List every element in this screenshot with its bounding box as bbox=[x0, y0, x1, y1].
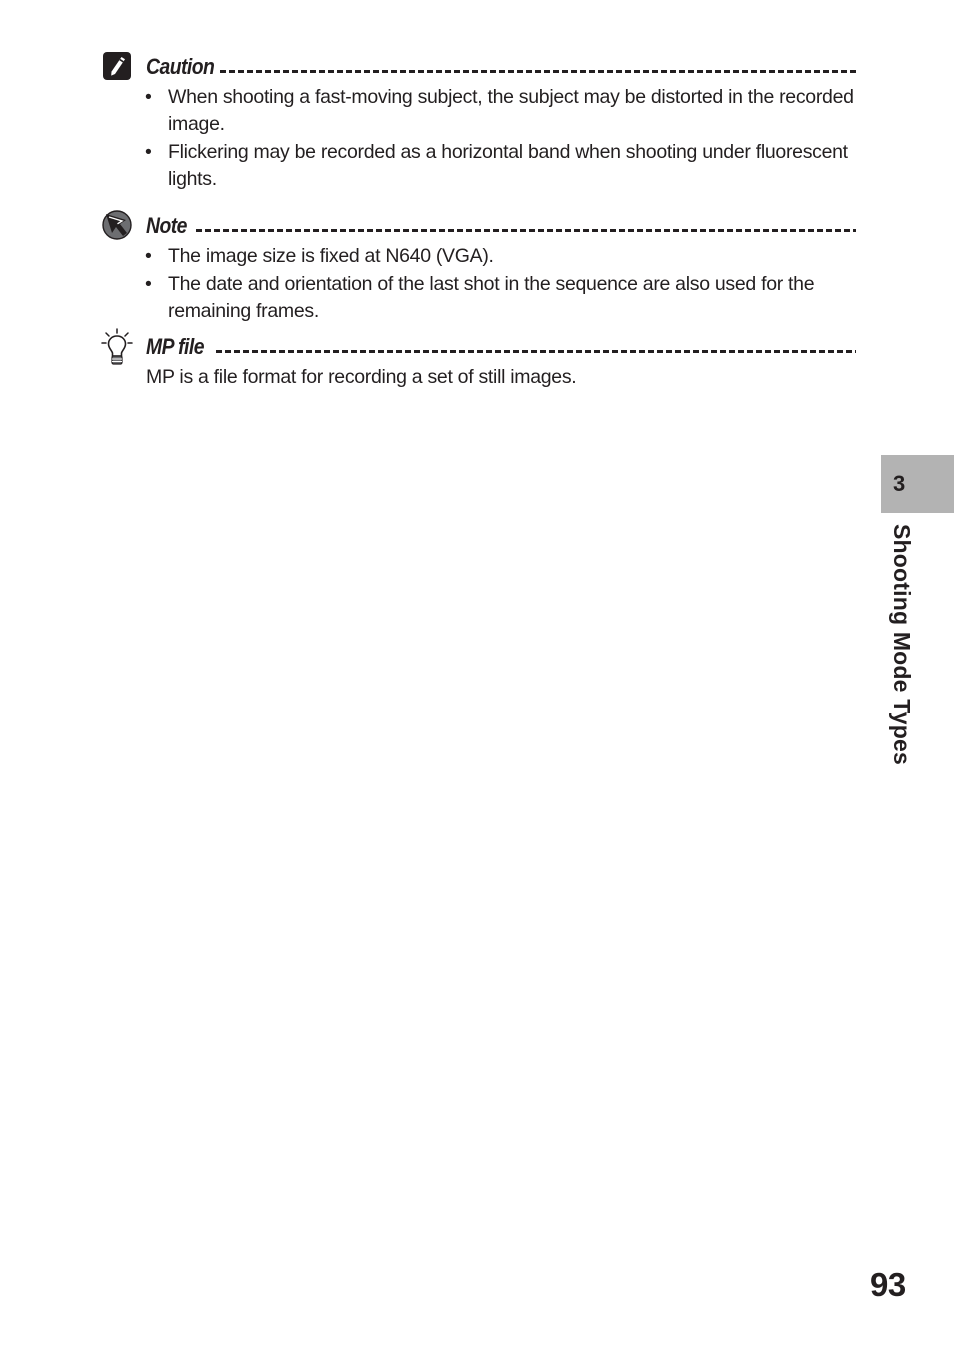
chapter-title: Shooting Mode Types bbox=[889, 524, 915, 766]
list-item bbox=[100, 271, 856, 325]
bullet-mark: • bbox=[145, 245, 152, 267]
caution-list bbox=[100, 84, 856, 193]
note-section bbox=[100, 209, 856, 326]
caution-section bbox=[100, 50, 856, 194]
lightbulb-icon bbox=[101, 328, 133, 368]
mp-file-rule bbox=[216, 350, 856, 353]
list-item bbox=[100, 243, 856, 270]
caution-title: Caution bbox=[146, 54, 217, 80]
caution-rule bbox=[220, 70, 856, 73]
caution-pencil-icon bbox=[101, 50, 133, 82]
list-item-text: Flickering may be recorded as a horizontal band when shooting under fluorescent lights. bbox=[168, 141, 848, 190]
mp-file-section bbox=[100, 330, 856, 391]
list-item bbox=[100, 139, 856, 193]
list-item bbox=[100, 84, 856, 138]
bullet-mark: • bbox=[145, 273, 152, 295]
list-item-text: When shooting a fast-moving subject, the subject may be distorted in the recorded image. bbox=[168, 86, 854, 135]
caution-heading bbox=[100, 50, 856, 84]
list-item-text: The image size is fixed at N640 (VGA). bbox=[168, 245, 494, 267]
page-number: 93 bbox=[870, 1266, 906, 1303]
list-item-text: The date and orientation of the last shot in the sequence are also used for the remaining frames. bbox=[168, 273, 815, 322]
chapter-number: 3 bbox=[893, 471, 906, 496]
note-rule bbox=[196, 229, 856, 232]
note-title: Note bbox=[146, 213, 190, 239]
bullet-mark: • bbox=[145, 141, 152, 163]
mp-file-text: MP is a file format for recording a set of still images. bbox=[146, 366, 577, 388]
note-pointer-icon bbox=[101, 209, 133, 241]
bullet-mark: • bbox=[145, 86, 152, 108]
note-heading bbox=[100, 209, 856, 243]
chapter-tab bbox=[881, 455, 954, 513]
mp-file-heading bbox=[100, 330, 856, 364]
mp-file-title: MP file bbox=[146, 334, 207, 360]
note-list bbox=[100, 243, 856, 325]
